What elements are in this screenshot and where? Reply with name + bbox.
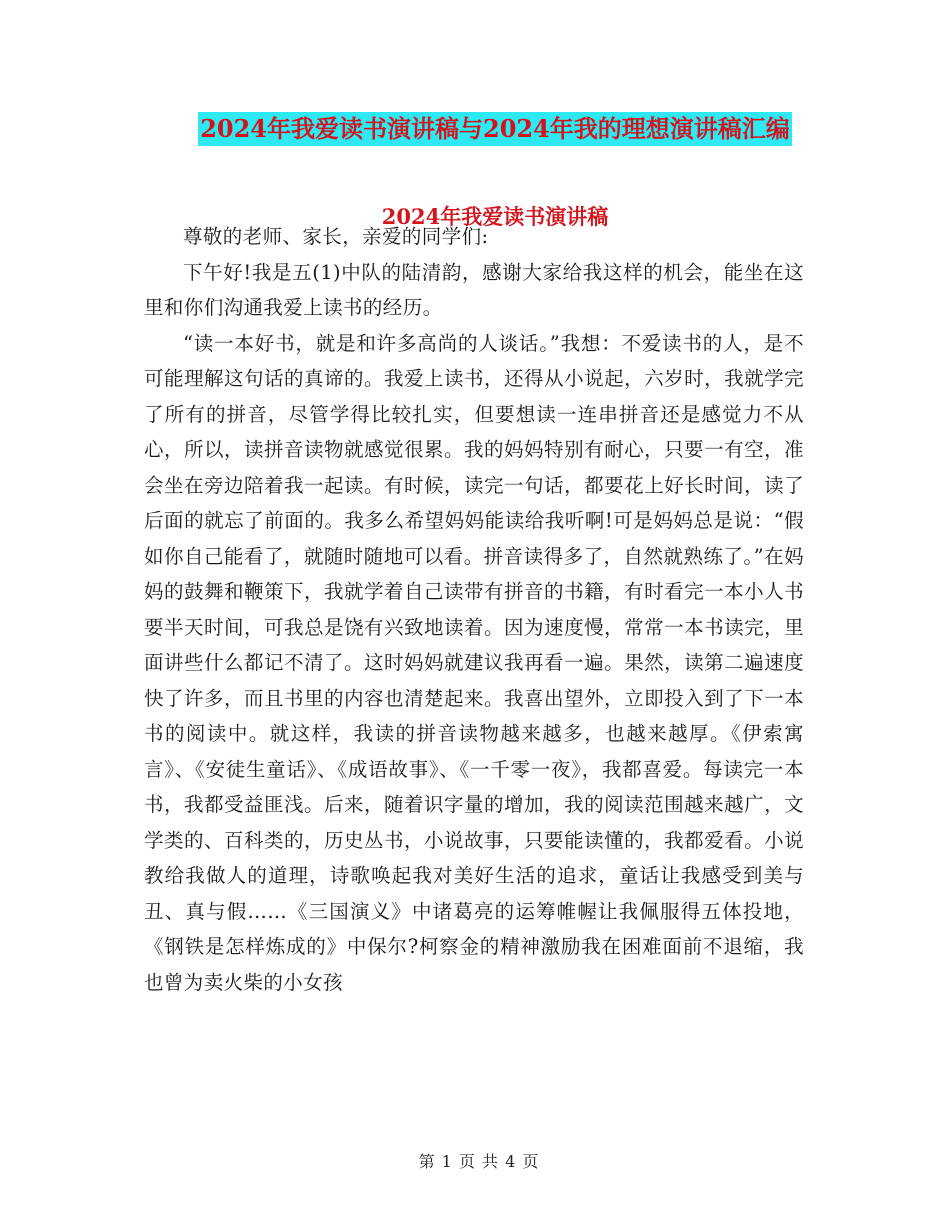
document-title: 2024年我爱读书演讲稿与2024年我的理想演讲稿汇编 [198,112,792,146]
document-title-wrap [0,112,950,146]
document-body [144,219,804,1000]
paragraph-intro: 下午好!我是五(1)中队的陆清韵，感谢大家给我这样的机会，能坐在这里和你们沟通我爱上读书的经历。 [144,260,804,319]
paragraph-main: “读一本好书，就是和许多高尚的人谈话。”我想：不爱读书的人，是不可能理解这句话的真谛的。我爱上读书，还得从小说起，六岁时，我就学完了所有的拼音，尽管学得比较扎实，但要想读一连串拼音还是感觉力不从心，所以，读拼音读物就感觉很累。我的妈妈特别有耐心，只要一有空，准会坐在旁边陪着我一起读。有时候，读完一句话，都要花上好长时间，读了后面的就忘了前面的。我多么希望妈妈能读给我听啊!可是妈妈总是说：“假如你自己能看了，就随时随地可以看。拼音读得多了，自然就熟练了。”在妈妈的鼓舞和鞭策下，我就学着自己读带有拼音的书籍，有时看完一本小人书要半天时间，可我总是饶有兴致地读着。因为速度慢，常常一本书读完，里面讲些什么都记不清了。这时妈妈就建议我再看一遍。果然，读第二遍速度快了许多，而且书里的内容也清楚起来。我喜出望外，立即投入到了下一本书的阅读中。就这样，我读的拼音读物越来越多，也越来越厚。《伊索寓言》、《安徒生童话》、《成语故事》、《一千零一夜》，我都喜爱。每读完一本书，我都受益匪浅。后来，随着识字量的增加，我的阅读范围越来越广，文学类的、百科类的，历史丛书，小说故事，只要能读懂的，我都爱看。小说教给我做人的道理，诗歌唤起我对美好生活的追求，童话让我感受到美与丑、真与假……《三国演义》中诸葛亮的运筹帷幄让我佩服得五体投地，《钢铁是怎样炼成的》中保尔?柯察金的精神激励我在困难面前不退缩，我也曾为卖火柴的小女孩 [144,331,804,994]
page-footer: 第 1 页 共 4 页 [418,1152,540,1171]
paragraph-greeting: 尊敬的老师、家长，亲爱的同学们: [183,225,489,248]
section-title: 2024年我爱读书演讲稿 [381,204,609,229]
